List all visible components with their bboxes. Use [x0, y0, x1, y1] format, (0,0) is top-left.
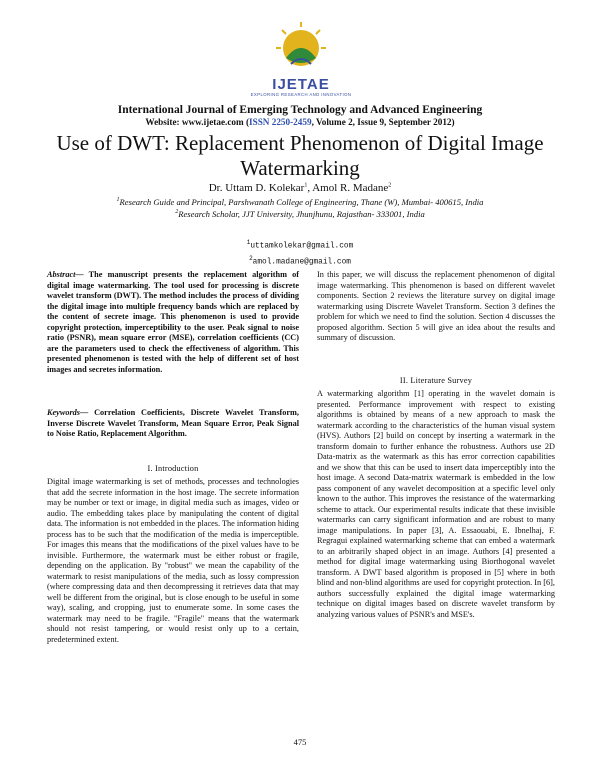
email-block	[0, 237, 600, 268]
email-2-sup: 2	[249, 254, 253, 262]
journal-name: International Journal of Emerging Technology and Advanced Engineering	[117, 104, 483, 116]
author-line	[0, 182, 600, 194]
section-heading-literature-survey: II. Literature Survey	[399, 376, 473, 385]
literature-survey-paragraph: A watermarking algorithm [1] operating in the wavelet domain is presented. Performance improvement with respect to existing algorithms is obtained by means of a new approach to mask the watermark according to the characteristics of the human visual system (HVS). Authors [2] build on concept by inserting a watermark in the transform domain to further enhance the robustness. Authors use 2D Data-matrix as the watermark as this has error correction capabilities and we show that this can be used to insert data imperceptibly into the host image. A second Data-matrix watermark is embedded in the low pass component of any wavelet decomposition at a specific level only known to the author. This improves the resistance of the watermarking scheme to attack. Our experimental results indicate that these invisible watermarks can carry significant information and are robust to many image manipulations. In paper [3], A. Essaouabi, E. Ibnelhaj, F. Regragui explained watermarking scheme that can embed a watermark to an arbitrarily shaped object in an image. Authors [4] presented a method for digital image watermarking using Biorthogonal wavelet transform. A DWT based algorithm is proposed in [5] where in both blind and non-blind algorithms are used for copyright protection. In [6], authors successfully explained the digital image watermarking technique on digital images based on discrete wavelet transform by analyzing various values of PSNR's and MSE's.	[317, 389, 555, 619]
abstract-label: Abstract—	[47, 270, 84, 279]
keywords-label: Keywords—	[47, 408, 89, 417]
issn-link[interactable]: ISSN 2250-2459	[249, 117, 312, 127]
keywords-text: Correlation Coefficients, Discrete Wavelet Transform, Inverse Discrete Wavelet Transform, Mean Square Error, Peak Signal to Noise Ratio, Replacement Algorithm.	[47, 408, 299, 438]
abstract-text: The manuscript presents the replacement algorithm of digital image watermarking. The tool used for processing is discrete wavelet transform (DWT). The method includes the process of dividing the digital image into multiple frequency bands which are replaced by the content of secrete image. This phenomenon is used to provide copyright protection, imperceptibility to the user. Peak signal to noise ratio (PSNR), mean square error (MSE), correlation coefficients (CC) are the parameters used to check the effectiveness of algorithm. This presented phenomenon is tested with the help of different set of host images and secretes information.	[47, 270, 299, 374]
email-2[interactable]	[0, 253, 600, 269]
journal-website	[0, 117, 600, 127]
introduction-paragraph: Digital image watermarking is set of methods, processes and technologies that add the secrete information in the host image. The secrete information may be number or text or image, in digital media such as images, video or audio. The embedding takes place by manipulating the content of digital data. The information is not embedded in the places. The information hiding process has to be such that the modification of the media is imperceptible. For images this means that the modifications of the pixel values have to be invisible. Furthermore, the watermark must be either robust or fragile, depending on the application. By "robust" we mean the capability of the watermark to resist manipulations of the media, such as lossy compression (where compressing data and then decompressing it retrieves data that may well be different from the original, but is close enough to be useful in some way), scaling, and cropping, just to enumerate some. In some cases the watermark may need to be fragile. "Fragile" means that the watermark should not resist tampering, or would resist only up to a certain, predetermined extent.	[47, 477, 299, 644]
email-1-sup: 1	[246, 239, 251, 246]
email-1-text: uttamkolekar@gmail.com	[250, 242, 354, 251]
affiliation-1-sup: 1	[116, 197, 120, 204]
affiliation-2-sup: 2	[175, 209, 179, 216]
email-2-text: amol.madane@gmail.com	[252, 258, 351, 267]
affiliation-1-text: Research Guide and Principal, Parshwanath College of Engineering, Thane (W), Mumbai- 400615, India	[119, 197, 484, 207]
website-prefix: Website: www.ijetae.com (	[145, 117, 250, 127]
page-number: 475	[293, 737, 307, 747]
paper-title: Use of DWT: Replacement Phenomenon of Digital Image Watermarking	[56, 131, 544, 180]
author-1-sup: 1	[304, 182, 308, 189]
affiliation-2-text: Research Scholar, JJT University, Jhunjhunu, Rajasthan- 333001, India	[178, 209, 425, 219]
author-2: Amol R. Madane	[312, 182, 389, 194]
author-1: Dr. Uttam D. Kolekar	[208, 182, 305, 194]
affiliation-2	[0, 209, 600, 219]
abstract	[47, 270, 299, 375]
email-1[interactable]	[0, 237, 600, 253]
logo-tagline: EXPLORING RESEARCH AND INNOVATION	[250, 92, 352, 97]
section-heading-introduction: I. Introduction	[147, 464, 199, 473]
paper-outline-paragraph: In this paper, we will discuss the replacement phenomenon of digital image watermarking. This phenomenon is based on different wavelet components. Section 2 reviews the literature survey on digital image watermarking using Discrete Wavelet Transform. Section 3 defines the problem for which we need to find the solution. Section 4 discusses the proposed algorithm. Section 5 will give an idea about the results and summary of discussion.	[317, 270, 555, 342]
website-suffix: , Volume 2, Issue 9, September 2012)	[311, 117, 455, 127]
author-sep: ,	[307, 182, 313, 194]
affiliation-1	[0, 197, 600, 207]
author-2-sup: 2	[388, 182, 392, 189]
logo-wordmark: IJETAE	[272, 76, 330, 93]
keywords	[47, 408, 299, 440]
